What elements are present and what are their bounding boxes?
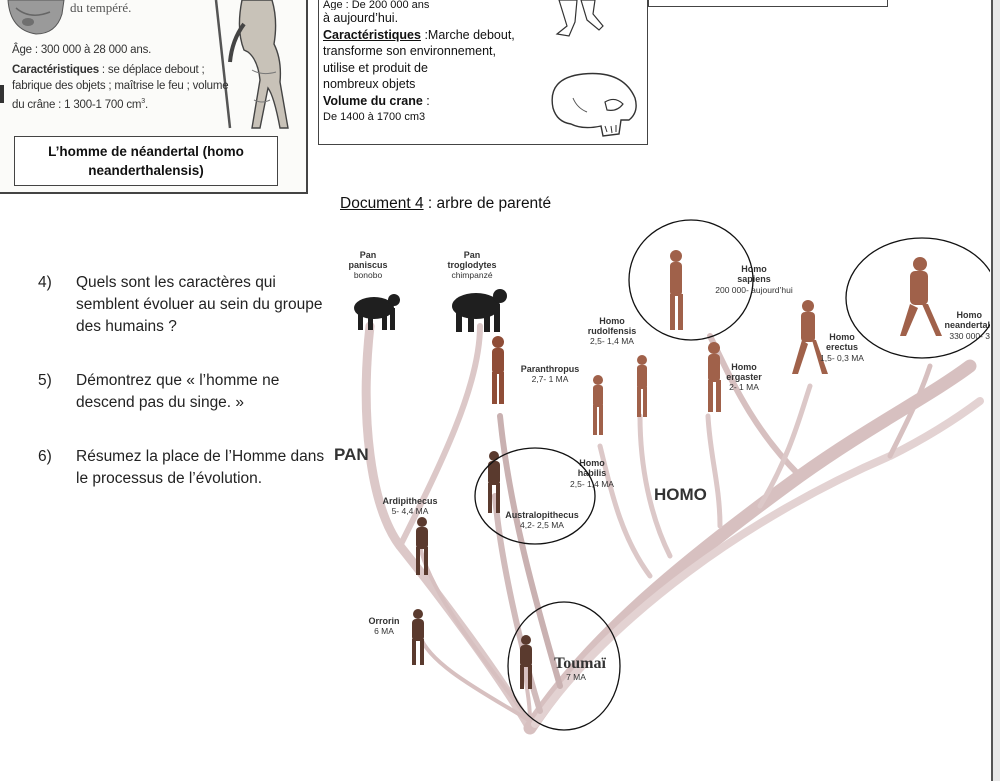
question-4-number: 4) — [38, 274, 52, 291]
bonobo-icon — [354, 294, 400, 330]
svg-text:Homo: Homo — [731, 362, 757, 372]
svg-text:Homo: Homo — [579, 458, 605, 468]
homo-neandertal-figure-icon — [900, 257, 942, 336]
sapiens-panel — [318, 0, 648, 145]
sapiens-volume-label: Volume du crane : — [323, 93, 430, 108]
branch-ergaster — [708, 416, 720, 526]
orrorin-figure-icon — [412, 609, 424, 665]
svg-text:7 MA: 7 MA — [566, 672, 586, 682]
label-homo-rudolfensis — [588, 316, 637, 346]
sapiens-volume-value: De 1400 à 1700 cm3 — [323, 111, 426, 123]
svg-text:Pan: Pan — [463, 250, 481, 260]
svg-text:Orrorin: Orrorin — [368, 616, 400, 626]
svg-text:Ardipithecus: Ardipithecus — [382, 496, 438, 506]
svg-text:sapiens: sapiens — [737, 274, 771, 284]
svg-text:Paranthropus: Paranthropus — [520, 364, 580, 374]
label-paranthropus — [521, 364, 580, 384]
svg-text:Homo: Homo — [829, 332, 855, 342]
question-5-text: Démontrez que « l’homme ne descend pas du singe. » — [76, 372, 280, 411]
svg-text:habilis: habilis — [577, 468, 607, 478]
neanderthal-title-box — [14, 136, 278, 186]
label-homo-erectus — [820, 332, 864, 363]
neanderthal-panel — [0, 0, 308, 194]
paranthropus-figure-icon — [492, 336, 504, 404]
neanderthal-title-line1: L’homme de néandertal (homo — [48, 144, 244, 159]
document-4-caption: : arbre de parenté — [423, 195, 552, 212]
homo-habilis-figure-icon — [593, 375, 603, 435]
label-homo-neandertal — [944, 310, 990, 341]
svg-text:5- 4,4 MA: 5- 4,4 MA — [391, 506, 429, 516]
svg-text:Pan: Pan — [359, 250, 377, 260]
sapiens-char-line2: transforme son environnement, — [323, 44, 497, 58]
question-6-number: 6) — [38, 448, 52, 465]
sapiens-char-line4: nombreux objets — [323, 77, 416, 91]
svg-text:paniscus: paniscus — [348, 260, 388, 270]
svg-text:2,7- 1 MA: 2,7- 1 MA — [531, 374, 569, 384]
svg-text:ergaster: ergaster — [726, 372, 762, 382]
svg-text:6 MA: 6 MA — [374, 626, 394, 636]
label-pan-group: PAN — [334, 445, 369, 464]
label-orrorin — [368, 616, 399, 636]
document-box-edge — [648, 0, 888, 7]
label-pan-paniscus — [348, 250, 387, 280]
document-4-title — [340, 195, 551, 213]
svg-text:erectus: erectus — [825, 342, 859, 352]
label-homo-group: HOMO — [654, 485, 707, 504]
svg-text:Homo: Homo — [956, 310, 982, 320]
label-homo-sapiens — [715, 264, 793, 295]
homo-rudolfensis-figure-icon — [637, 355, 647, 417]
svg-text:bonobo: bonobo — [353, 270, 383, 280]
svg-text:rudolfensis: rudolfensis — [587, 326, 637, 336]
sapiens-age-cut: Âge : De 200 000 ans — [323, 0, 430, 10]
svg-text:2,5- 1,4 MA: 2,5- 1,4 MA — [590, 336, 634, 346]
label-ardipithecus — [382, 496, 437, 516]
svg-text:Australopithecus: Australopithecus — [505, 510, 579, 520]
ardipithecus-figure-icon — [416, 517, 428, 575]
branch-paranthropus — [500, 416, 560, 686]
sapiens-skull-icon — [543, 68, 643, 140]
svg-text:Homo: Homo — [741, 264, 767, 274]
question-4-text: Quels sont les caractères qui semblent évoluer au sein du groupe des humains ? — [76, 274, 323, 335]
svg-text:troglodytes: troglodytes — [447, 260, 497, 270]
svg-text:2,5- 1,4 MA: 2,5- 1,4 MA — [570, 479, 614, 489]
svg-text:Homo: Homo — [599, 316, 625, 326]
svg-text:neandertal: neandertal — [944, 320, 990, 330]
neanderthal-characteristics: Caractéristiques : se déplace debout ; fabrique des objets ; maîtrise le feu ; volume du crâne : 1 300-1 700 $cm^3$. — [12, 64, 229, 111]
label-homo-ergaster — [726, 362, 762, 392]
svg-text:4,2- 2,5 MA: 4,2- 2,5 MA — [520, 520, 564, 530]
phylogenetic-tree — [330, 216, 990, 736]
sapiens-description — [323, 0, 545, 126]
sapiens-legs-icon — [547, 0, 607, 38]
sapiens-age-end: à aujourd’hui. — [323, 11, 399, 25]
svg-text:Toumaï: Toumaï — [554, 655, 606, 672]
sapiens-char-line3: utilise et produit de — [323, 60, 428, 75]
svg-text:2- 1 MA: 2- 1 MA — [729, 382, 759, 392]
tree-branches — [366, 326, 980, 728]
neanderthal-cut-text: du tempéré. — [70, 0, 132, 15]
circle-homo-sapiens — [629, 220, 753, 340]
svg-text:1,5- 0,3 MA: 1,5- 0,3 MA — [820, 353, 864, 363]
neanderthal-title-line2: neanderthalensis) — [88, 163, 204, 178]
homo-sapiens-figure-icon — [670, 250, 683, 330]
label-pan-troglodytes — [447, 250, 496, 280]
page-edge — [991, 0, 1000, 781]
question-5-number: 5) — [38, 372, 52, 389]
document-4-label: Document 4 — [340, 195, 424, 212]
question-6-text: Résumez la place de l’Homme dans le processus de l’évolution. — [76, 448, 325, 487]
sapiens-characteristics: Caractéristiques :Marche debout, — [323, 27, 515, 42]
neanderthal-age: Âge : 300 000 à 28 000 ans. — [12, 44, 152, 56]
svg-text:chimpanzé: chimpanzé — [451, 270, 493, 280]
neanderthal-skull-icon — [6, 0, 66, 38]
svg-text:330 000- 3: 330 000- 3 — [949, 331, 990, 341]
svg-text:200 000- aujourd’hui: 200 000- aujourd’hui — [715, 285, 793, 295]
side-marker — [0, 85, 4, 103]
